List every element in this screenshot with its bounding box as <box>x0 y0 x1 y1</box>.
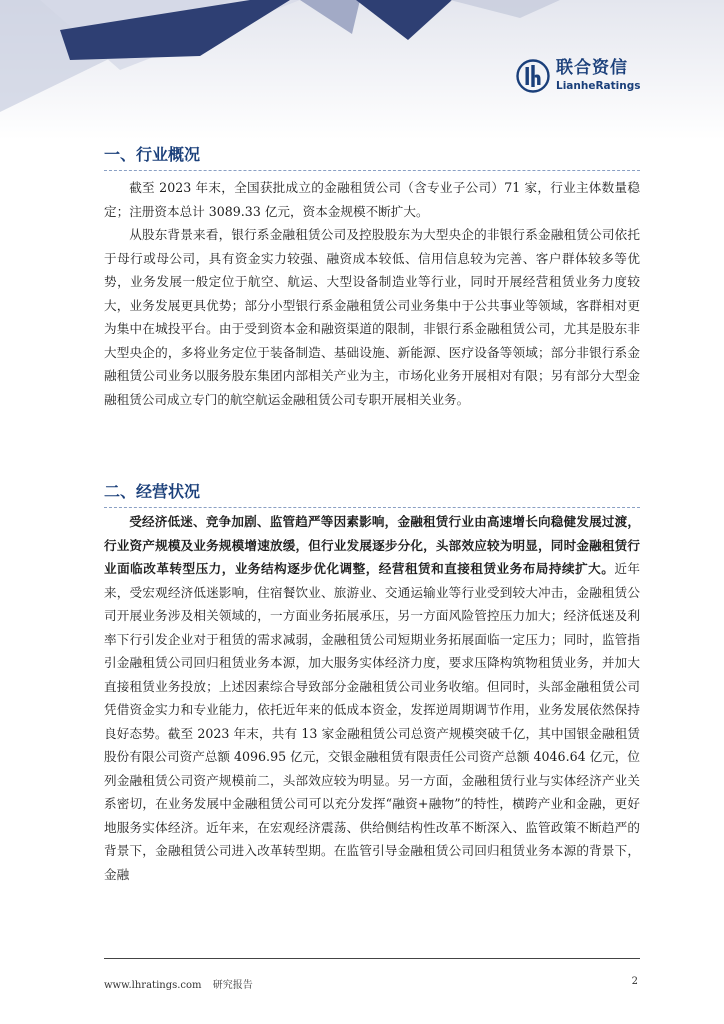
brand-logo <box>516 56 640 96</box>
footer-info <box>104 976 261 991</box>
paragraph: 截至 2023 年末，全国获批成立的金融租赁公司（含专业子公司）71 家，行业主体数量稳定；注册资本总计 3089.33 亿元，资本金规模不断扩大。 <box>104 180 640 219</box>
section-heading-operations: 二、经营状况 <box>104 482 201 501</box>
heading-divider <box>104 507 640 508</box>
footer-doc-type: 研究报告 <box>212 980 253 991</box>
paragraph <box>104 510 640 886</box>
footer-divider <box>104 958 640 959</box>
page-number: 2 <box>631 976 638 987</box>
paragraph-text: 近年来，受宏观经济低迷影响，住宿餐饮业、旅游业、交通运输业等行业受到较大冲击，金融租赁公司开展业务涉及相关领域的，一方面业务拓展承压，另一方面风险管控压力加大；经济低迷及利率下行引发企业对于租赁的需求减弱，金融租赁公司短期业务拓展面临一定压力；同时，监管指引金融租赁公司回归租赁业务本源，加大服务实体经济力度，要求压降构筑物租赁业务，并加大直接租赁业务投放；上述因素综合导致部分金融租赁公司业务收缩。但同时，头部金融租赁公司凭借资金实力和专业能力，依托近年来的低成本资金，发挥逆周期调节作用，业务发展依然保持良好态势。截至 2023 年末，共有 13 家金融租赁公司总资产规模突破千亿，其中国银金融租赁股份有限公司资产总额 4096.95 亿元，交银金融租赁有限责任公司资产总额 4046.64 亿元，位列金融租赁公司资产规模前二，头部效应较为明显。另一方面，金融租赁行业与实体经济产业关系密切，在业务发展中金融租赁公司可以充分发挥“融资+融物”的特性，横跨产业和金融，更好地服务实体经济。近年来，在宏观经济震荡、供给侧结构性改革不断深入、监管政策不断趋严的背景下，金融租赁公司进入改革转型期。在监管引导金融租赁公司回归租赁业务本源的背景下，金融 <box>104 561 641 882</box>
lianhe-logo-icon <box>516 59 550 93</box>
bold-lead-text: 受经济低迷、竞争加剧、监管趋严等因素影响，金融租赁行业由高速增长向稳健发展过渡，行业资产规模及业务规模增速放缓，但行业发展逐步分化，头部效应较为明显，同时金融租赁行业面临改革转型压力，业务结构逐步优化调整，经营租赁和直接租赁业务布局持续扩大。 <box>104 514 640 576</box>
footer-website: www.lhratings.com <box>104 980 202 991</box>
brand-name-en: LianheRatings <box>556 80 641 93</box>
brand-name-cn: 联合资信 <box>556 58 628 79</box>
heading-divider <box>104 170 640 171</box>
paragraph: 从股东背景来看，银行系金融租赁公司及控股股东为大型央企的非银行系金融租赁公司依托于母行或母公司，具有资金实力较强、融资成本较低、信用信息较为完善、客户群体较多等优势，业务发展一般定位于航空、航运、大型设备制造业等行业，同时开展经营租赁业务力度较大，业务发展更具优势；部分小型银行系金融租赁公司业务集中于公共事业等领域，客群相对更为集中在城投平台。由于受到资本金和融资渠道的限制，非银行系金融租赁公司，尤其是股东非大型央企的，多将业务定位于装备制造、基础设施、新能源、医疗设备等领域；部分非银行系金融租赁公司业务以服务股东集团内部相关产业为主，市场化业务开展相对有限；另有部分大型金融租赁公司成立专门的航空航运金融租赁公司专职开展相关业务。 <box>104 227 640 407</box>
section-heading-industry-overview: 一、行业概况 <box>104 145 201 164</box>
